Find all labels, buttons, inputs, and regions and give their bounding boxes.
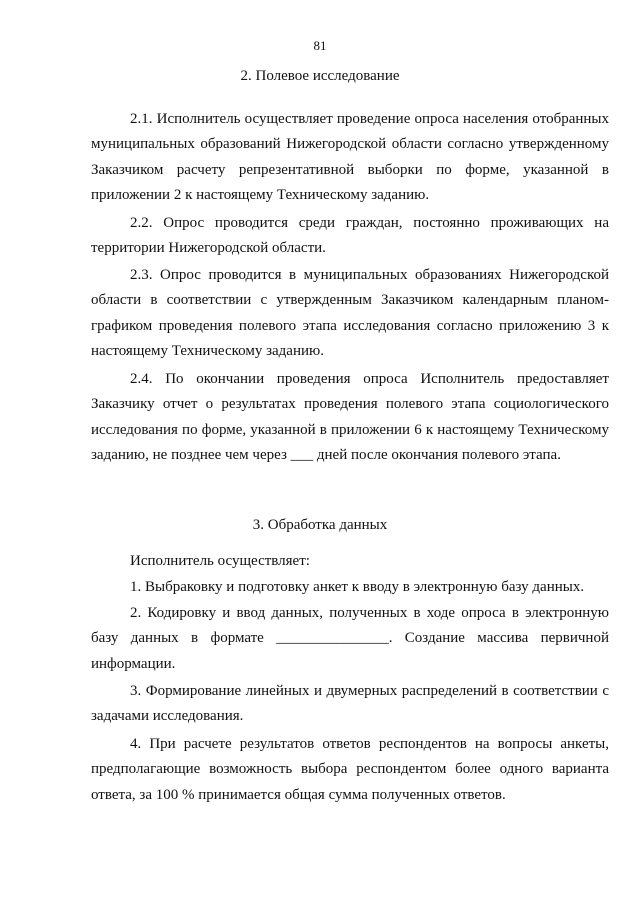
paragraph-3-1: 1. Выбраковку и подготовку анкет к вводу в электронную базу данных. — [130, 579, 585, 595]
page-number: 81 — [313, 38, 327, 53]
section-3-heading: 3. Обработка данных — [252, 517, 388, 533]
paragraph-2-2: 2.2. Опрос проводится среди граждан, постоянно проживающих на территории Нижегородской области. — [91, 215, 609, 257]
paragraph-3-4: 4. При расчете результатов ответов респондентов на вопросы анкеты, предполагающие возможность выбора респондентом более одного варианта ответа, за 100 % принимается общая сумма полученных ответов. — [91, 736, 609, 803]
section-2-heading: 2. Полевое исследование — [240, 68, 400, 84]
paragraph-2-4: 2.4. По окончании проведения опроса Исполнитель предоставляет Заказчику отчет о результатах проведения полевого этапа социологического исследования по форме, указанной в приложении 6 к настоящему Техническому заданию, не позднее чем через ___ дней после окончания полевого этапа. — [91, 371, 609, 464]
paragraph-3-2: 2. Кодировку и ввод данных, полученных в ходе опроса в электронную базу данных в формате _______________. Создание массива первичной информации. — [91, 605, 609, 672]
paragraph-2-3: 2.3. Опрос проводится в муниципальных образованиях Нижегородской области в соответствии с утвержденным Заказчиком календарным планом-графиком проведения полевого этапа исследования согласно приложению 3 к настоящему Техническому заданию. — [91, 267, 609, 360]
section-3-intro: Исполнитель осуществляет: — [130, 553, 310, 569]
paragraph-2-1: 2.1. Исполнитель осуществляет проведение опроса населения отобранных муниципальных образований Нижегородской области согласно утвержденному Заказчиком расчету репрезентативной выборки по форме, указанной в приложении 2 к настоящему Техническому заданию. — [91, 111, 609, 204]
paragraph-3-3: 3. Формирование линейных и двумерных распределений в соответствии с задачами исследования. — [91, 683, 609, 725]
